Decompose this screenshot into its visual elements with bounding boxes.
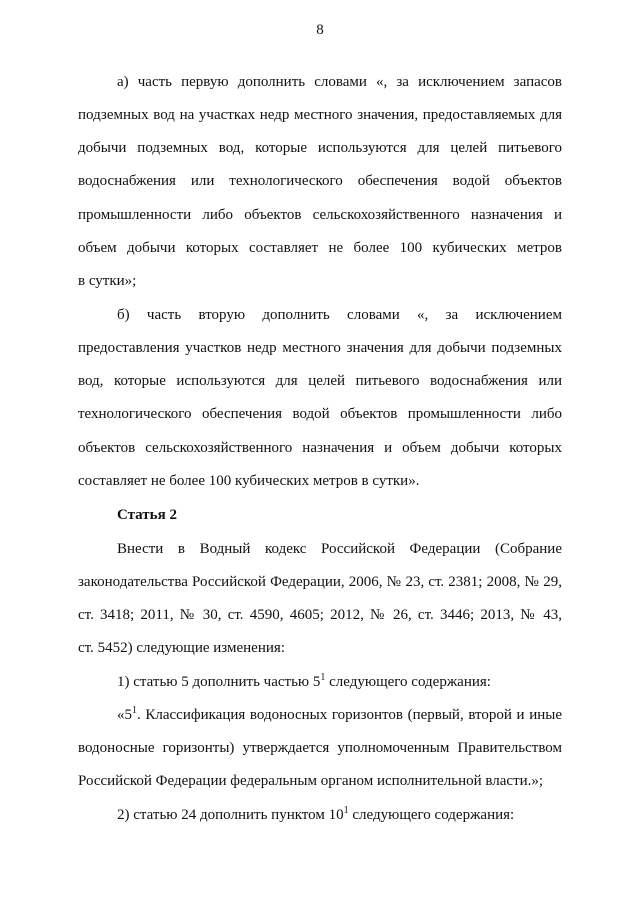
superscript: 1 xyxy=(343,805,349,816)
superscript: 1 xyxy=(320,672,326,683)
text-line xyxy=(117,672,562,692)
text-line: водоносные горизонты) утверждается уполномоченным Правительством xyxy=(78,740,562,756)
text-fragment: 2) статью 24 дополнить пунктом 10 xyxy=(117,807,344,823)
page-number: 8 xyxy=(316,22,324,38)
text-line: объектов сельскохозяйственного назначения и объем добычи которых xyxy=(78,440,562,456)
text-line: ст. 3418; 2011, № 30, ст. 4590, 4605; 2012, № 26, ст. 3446; 2013, № 43, xyxy=(78,607,562,623)
article-heading: Статья 2 xyxy=(117,507,177,523)
text-line: предоставления участков недр местного значения для добычи подземных xyxy=(78,340,562,356)
text-fragment: . Классификация водоносных горизонтов (первый, второй и иные xyxy=(137,707,562,723)
superscript: 1 xyxy=(132,705,137,716)
text-line: Российской Федерации федеральным органом исполнительной власти.»; xyxy=(78,773,544,789)
text-line: водоснабжения или технологического обеспечения водой объектов xyxy=(78,173,562,189)
text-line: Внести в Водный кодекс Российской Федерации (Собрание xyxy=(117,541,562,557)
text-line xyxy=(117,805,562,825)
text-line: в сутки»; xyxy=(78,273,137,289)
text-line: промышленности либо объектов сельскохозяйственного назначения и xyxy=(78,207,562,223)
text-line: технологического обеспечения водой объектов промышленности либо xyxy=(78,406,562,422)
text-fragment: 1) статью 5 дополнить частью 5 xyxy=(117,674,321,690)
text-line: объем добычи которых составляет не более 100 кубических метров xyxy=(78,240,562,256)
text-line: вод, которые используются для целей питьевого водоснабжения или xyxy=(78,373,562,389)
text-line: б) часть вторую дополнить словами «, за исключением xyxy=(117,307,562,323)
text-fragment: «5 xyxy=(117,707,132,723)
text-line xyxy=(117,705,562,725)
text-line: законодательства Российской Федерации, 2006, № 23, ст. 2381; 2008, № 29, xyxy=(78,574,562,590)
text-fragment: следующего содержания: xyxy=(348,807,515,823)
text-line: добычи подземных вод, которые используются для целей питьевого xyxy=(78,140,562,156)
text-line: а) часть первую дополнить словами «, за исключением запасов xyxy=(117,74,562,90)
text-line: подземных вод на участках недр местного значения, предоставляемых для xyxy=(78,107,562,123)
text-line: ст. 5452) следующие изменения: xyxy=(78,640,285,656)
text-fragment: следующего содержания: xyxy=(325,674,491,690)
text-line: составляет не более 100 кубических метров в сутки». xyxy=(78,473,420,489)
